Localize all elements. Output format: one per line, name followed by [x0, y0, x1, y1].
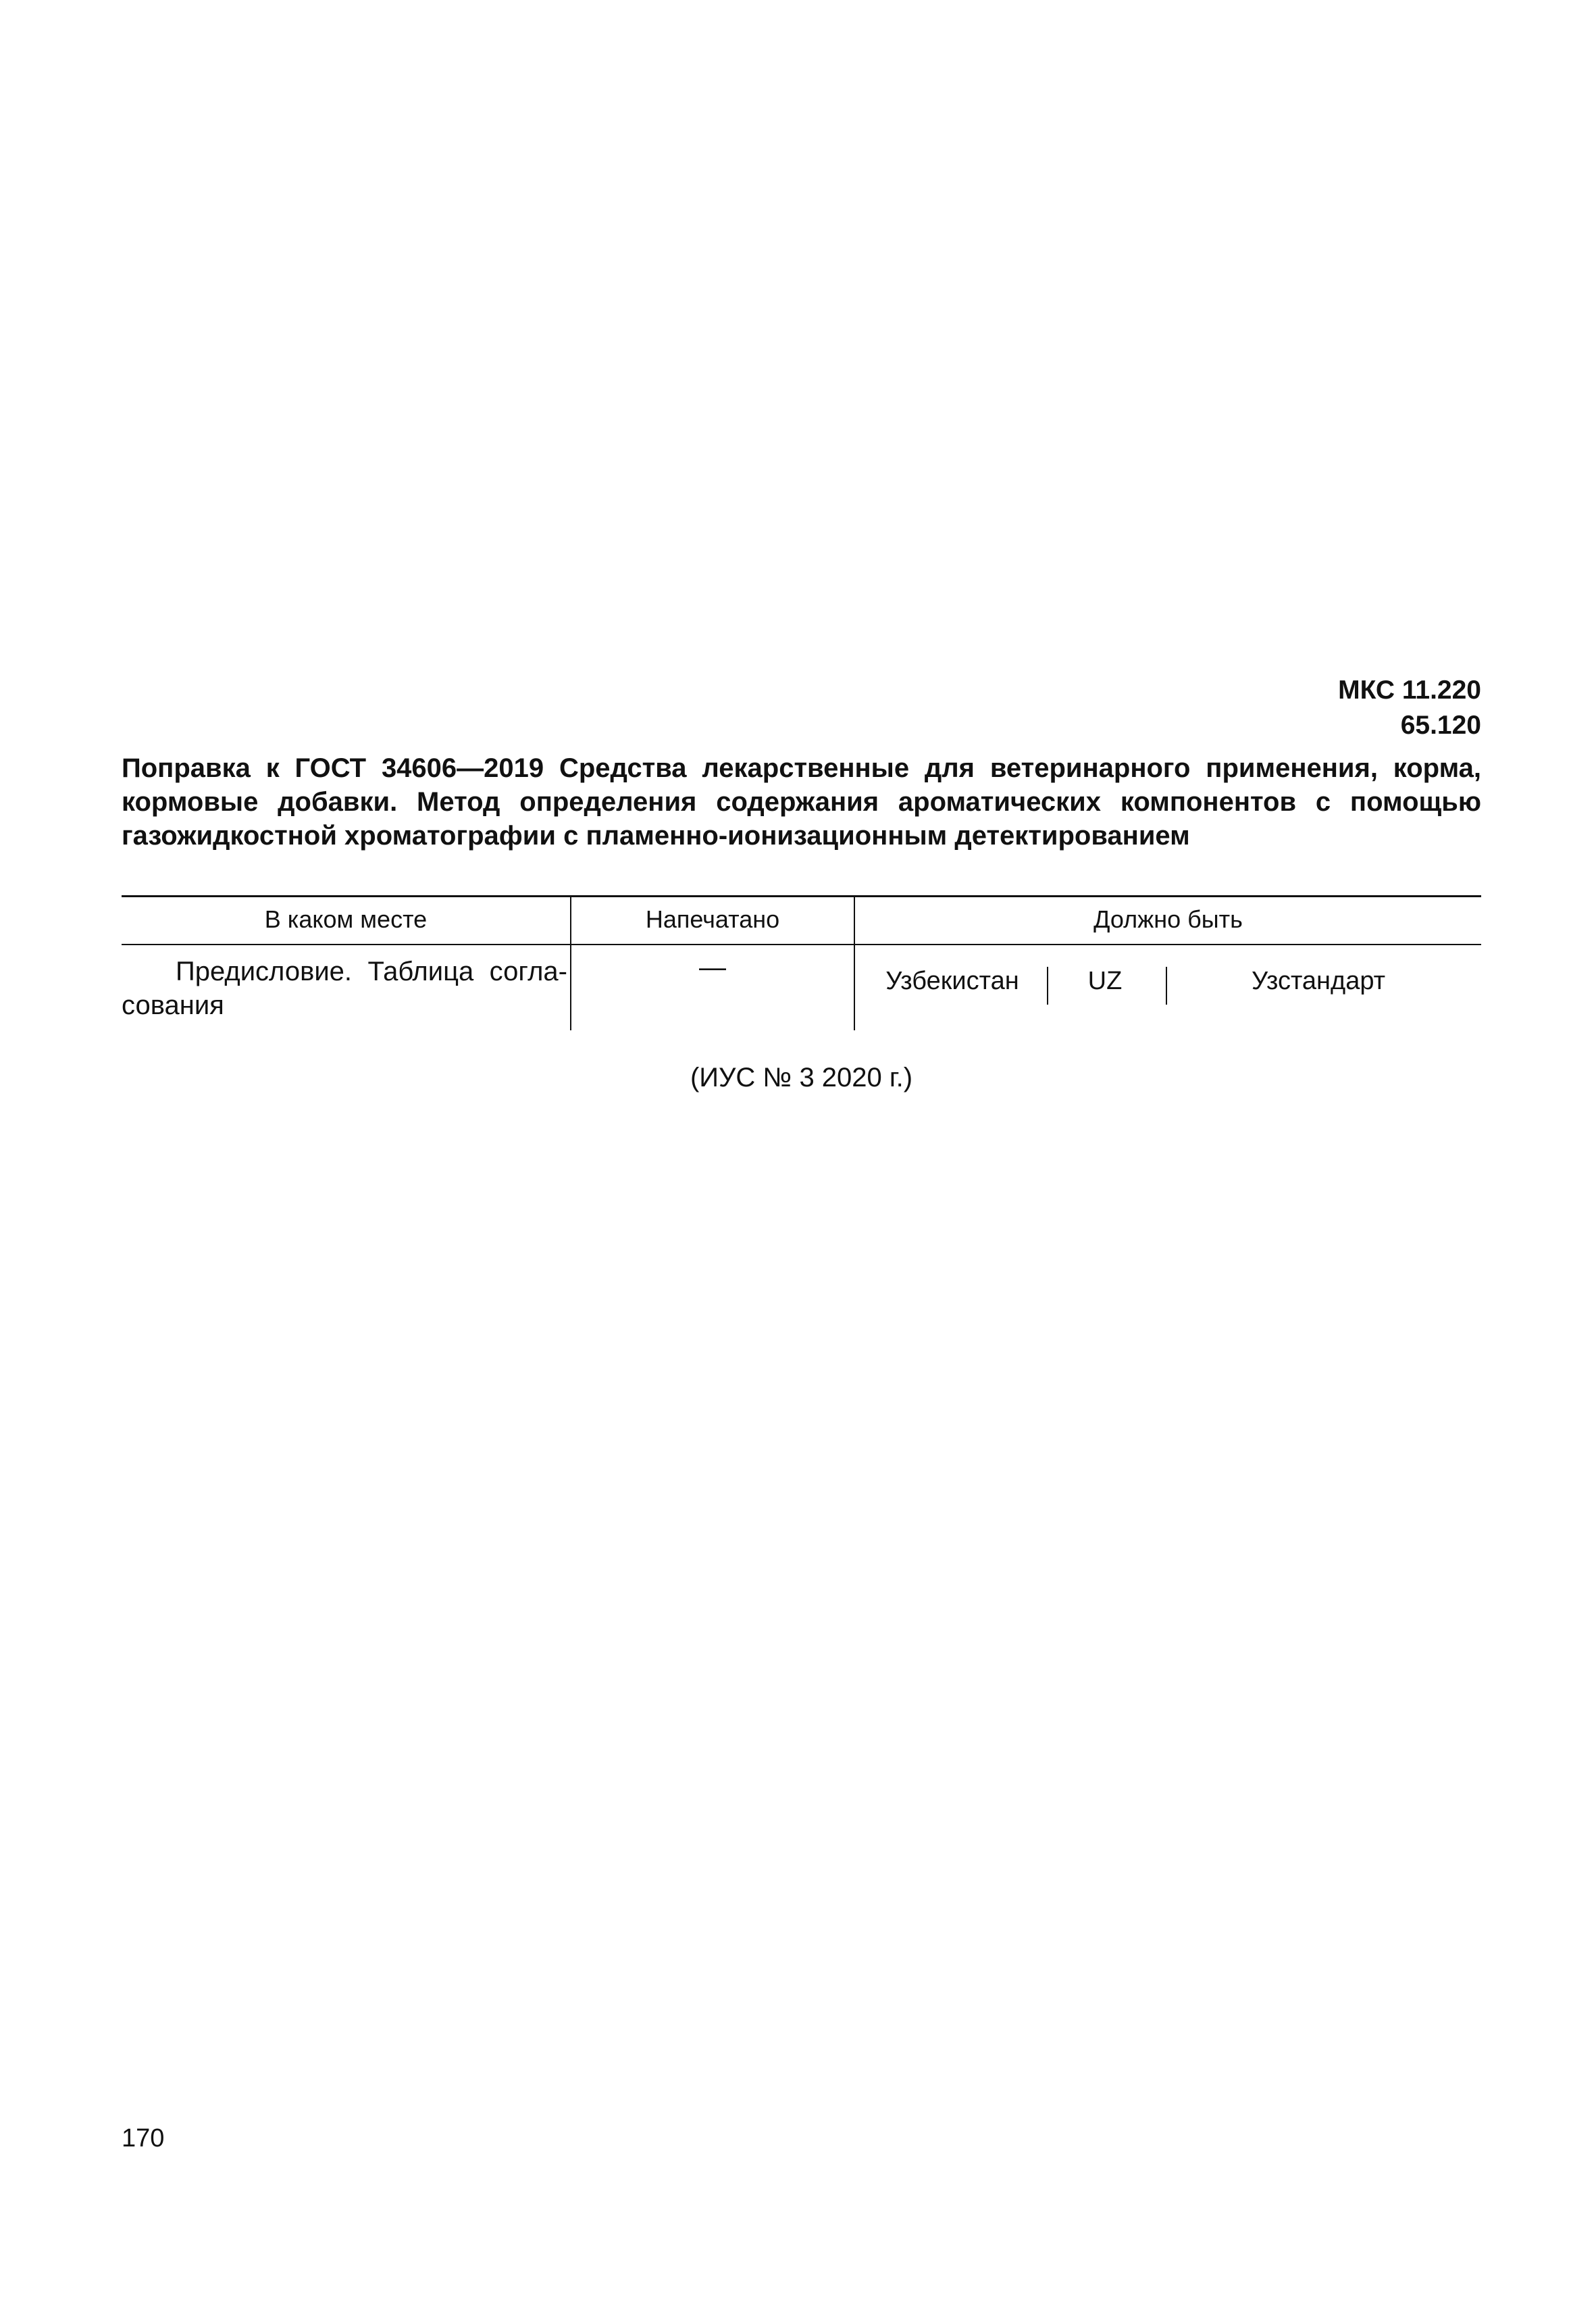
row-printed-cell: — — [699, 953, 726, 982]
page-number: 170 — [122, 2124, 165, 2153]
amendment-title: Поправка к ГОСТ 34606—2019 Средства лекарственные для ветеринарного применения, корма, кормовые добавки. Метод определения содержания ароматических компонентов с помощью газожидкостной хроматографии с пламенно-ионизационным детектированием — [122, 753, 1481, 851]
header-printed: Напечатано — [645, 905, 780, 933]
should-be-divider-2 — [1166, 967, 1167, 1005]
header-place: В каком месте — [264, 905, 428, 933]
row-country-cell: Узбекистан — [885, 967, 1019, 995]
table-header-rule — [122, 944, 1481, 945]
ius-reference: (ИУС № 3 2020 г.) — [690, 1063, 913, 1092]
should-be-divider-1 — [1047, 967, 1048, 1005]
row-place-cell: Предисловие. Таблица согла-сования — [122, 957, 567, 1020]
mks-classification — [1076, 673, 1481, 743]
row-code-cell: UZ — [1087, 967, 1123, 995]
mks-code-1: МКС 11.220 — [1338, 676, 1481, 705]
header-should-be: Должно быть — [1093, 905, 1243, 933]
mks-code-2: 65.120 — [1400, 711, 1481, 740]
row-body-cell: Узстандарт — [1251, 967, 1386, 995]
amendment-table — [122, 895, 1481, 1030]
